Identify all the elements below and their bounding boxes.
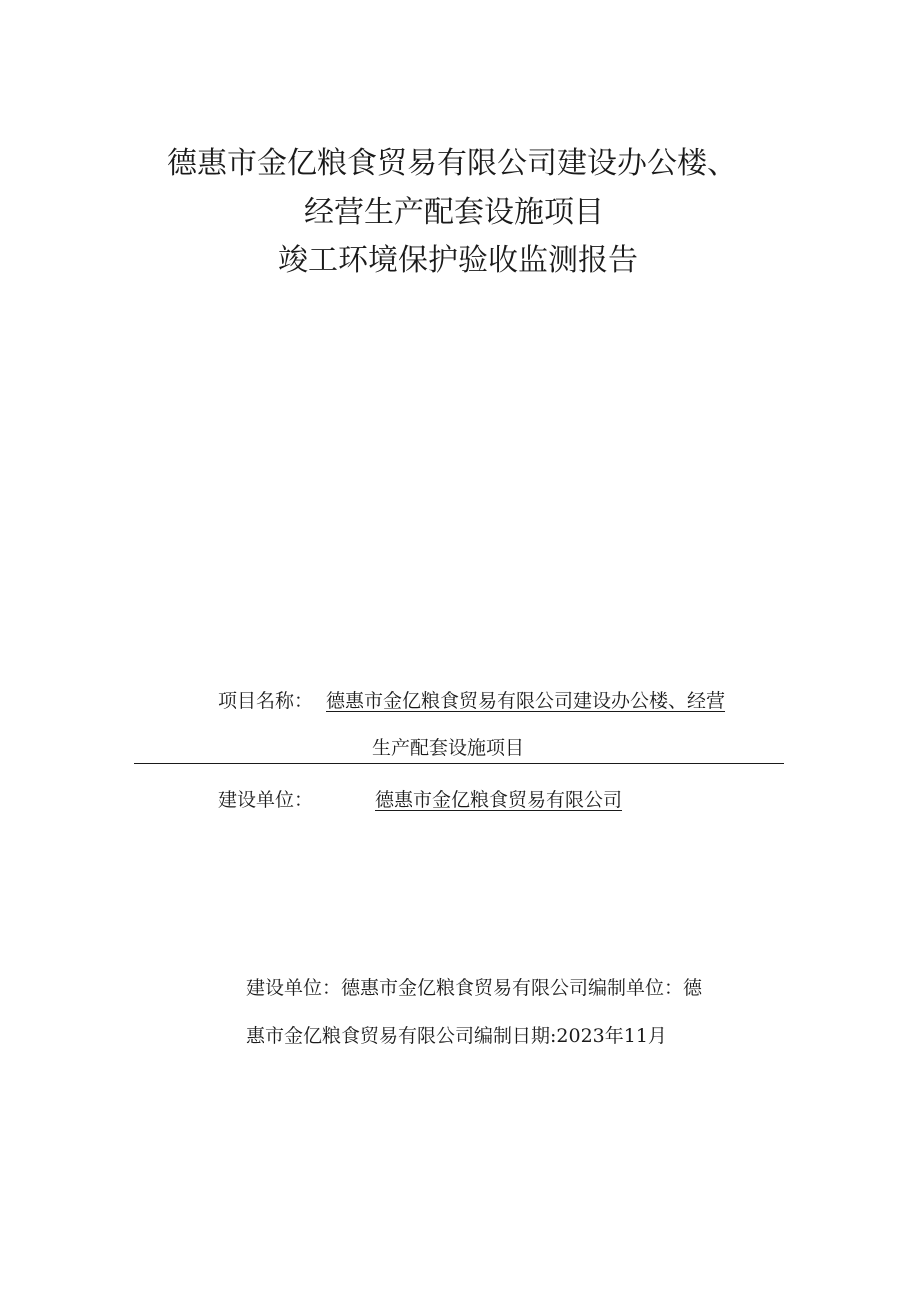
- construction-unit-value: 德惠市金亿粮食贸易有限公司: [375, 789, 623, 811]
- project-name-label: 项目名称：: [218, 690, 314, 712]
- footer-line-2: 惠市金亿粮食贸易有限公司编制日期:2023年11月: [246, 1025, 667, 1047]
- project-name-value-line-1: 德惠市金亿粮食贸易有限公司建设办公楼、经营: [326, 690, 726, 712]
- project-name-underline: [134, 763, 784, 764]
- report-title-line-1: 德惠市金亿粮食贸易有限公司建设办公楼、: [167, 146, 737, 181]
- project-name-value-line-2: 生产配套设施项目: [372, 737, 525, 759]
- construction-unit-label: 建设单位：: [218, 789, 314, 811]
- report-title-line-3: 竣工环境保护验收监测报告: [278, 243, 638, 278]
- footer-line-1: 建设单位：德惠市金亿粮食贸易有限公司编制单位：德: [246, 977, 703, 999]
- report-title-line-2: 经营生产配套设施项目: [304, 195, 604, 230]
